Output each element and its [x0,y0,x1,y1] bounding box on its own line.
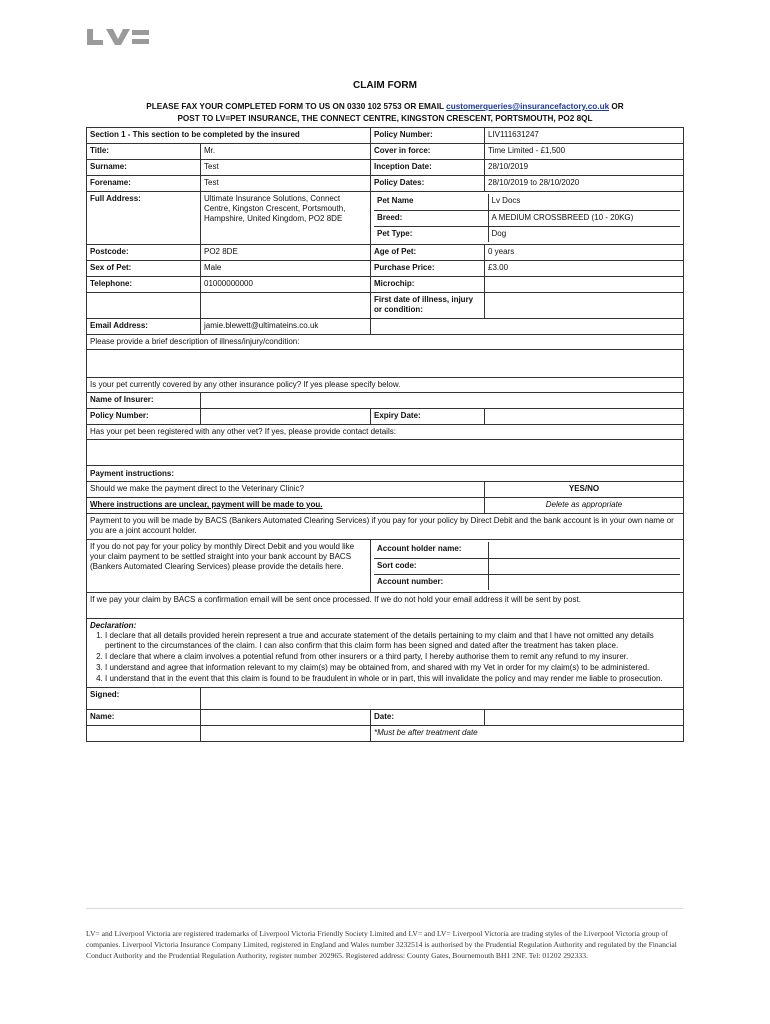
bank-details-block [371,540,684,593]
declaration-item: 2. I declare that where a claim involves a potential refund from other insurers or a third party, I hereby authorise them to remit any refund to my insurer. [105,652,680,662]
pet-name-value[interactable]: Lv Docs [488,194,680,210]
forename-label: Forename: [87,176,201,192]
yes-no-choice[interactable]: YES/NO [485,482,684,498]
account-holder-label: Account holder name: [377,544,462,553]
postcode-label: Postcode: [87,245,201,261]
declaration-item: 1. I declare that all details provided herein represent a true and accurate statement of the details pertaining to my claim and that I have not omitted any details pertinent to the circumstances of the claim. I can also confirm that this claim form has been signed and dated after the treatment has taken place. [105,631,680,651]
submission-instructions [60,101,710,124]
postcode-value[interactable]: PO2 8DE [201,245,371,261]
microchip-label: Microchip: [371,277,485,293]
breed-value[interactable]: A MEDIUM CROSSBREED (10 - 20KG) [488,210,680,226]
blank-cell [87,293,201,319]
signed-label: Signed: [87,688,201,710]
instructions-line2: POST TO LV=PET INSURANCE, THE CONNECT CENTRE, KINGSTON CRESCENT, PORTSMOUTH, PO2 8QL [177,113,593,123]
breed-label: Breed: [374,210,488,226]
bacs-confirmation: If we pay your claim by BACS a confirmation email will be sent once processed. If we do not hold your email address it will be sent by post. [87,593,684,619]
account-number-field[interactable] [488,574,680,590]
description-field[interactable] [87,350,684,378]
telephone-label: Telephone: [87,277,201,293]
date-field[interactable] [485,710,684,726]
insurer-name-label: Name of Insurer: [87,393,201,409]
title-value[interactable]: Mr. [201,144,371,160]
other-insurance-question: Is your pet currently covered by any other insurance policy? If yes please specify below. [87,378,684,393]
pet-details-block [371,192,684,245]
payment-heading: Payment instructions: [87,466,684,482]
sex-label: Sex of Pet: [87,261,201,277]
name-field[interactable] [201,710,371,726]
account-number-label: Account number: [374,574,488,590]
section1-heading: Section 1 - This section to be completed by the insured [87,128,371,144]
sort-code-label: Sort code: [374,558,488,574]
description-prompt: Please provide a brief description of illness/injury/condition: [87,335,684,350]
date-label: Date: [371,710,485,726]
email-value[interactable]: jamie.blewett@ultimateins.co.uk [201,319,371,335]
address-label: Full Address: [87,192,201,245]
declaration-item: 3. I understand and agree that information relevant to my claim(s) may be obtained from, and shared with my Vet in order for my claim(s) to be administered. [105,663,680,673]
address-value[interactable]: Ultimate Insurance Solutions, Connect Centre, Kingston Crescent, Portsmouth, Hampshire, United Kingdom, PO2 8DE [201,192,371,245]
sex-value[interactable]: Male [201,261,371,277]
other-policy-number-field[interactable] [201,409,371,425]
lv-logo [86,28,150,51]
pet-name-label: Pet Name [377,196,414,205]
signature-field[interactable] [201,688,684,710]
declaration-heading: Declaration: [90,621,137,630]
payment-question: Should we make the payment direct to the Veterinary Clinic? [87,482,485,498]
email-label: Email Address: [87,319,201,335]
blank-cell [87,726,201,742]
first-date-label: First date of illness, injury or condition: [371,293,485,319]
legal-footer: LV= and Liverpool Victoria are registered trademarks of Liverpool Victoria Friendly Society Limited and LV= and LV= Liverpool Victoria are trading styles of the Liverpool Victoria group of companies. Liverpool Victoria Insurance Company Limited, registered in England and Wales number 3232514 is authorised by the Prudential Regulation Authority and regulated by the Financial Conduct Authority and the Prudential Regulation Authority, register number 202965. Registered address: County Gates, Bournemouth BH1 2NF. Tel: 01202 292333. [86,929,677,961]
purchase-price-label: Purchase Price: [371,261,485,277]
first-date-value[interactable] [485,293,684,319]
no-direct-debit-info: If you do not pay for your policy by monthly Direct Debit and you would like your claim payment to be settled straight into your bank account by BACS (Bankers Automated Clearing Services) please provide the details here. [87,540,371,593]
cover-value[interactable]: Time Limited - £1,500 [485,144,684,160]
account-holder-field[interactable] [488,542,680,558]
blank-cell [201,293,371,319]
policy-number-value[interactable]: LIV111631247 [485,128,684,144]
email-link[interactable]: customerqueries@insurancefactory.co.uk [446,102,610,111]
inception-value[interactable]: 28/10/2019 [485,160,684,176]
name-label: Name: [87,710,201,726]
age-value[interactable]: 0 years [485,245,684,261]
surname-label: Surname: [87,160,201,176]
unclear-instructions-note: Where instructions are unclear, payment will be made to you. [87,498,485,514]
declaration-item: 4. I understand that in the event that this claim is found to be fraudulent in whole or in part, this will invalidate the policy and may render me liable to prosecution. [105,674,680,684]
page-title: CLAIM FORM [353,80,417,91]
instructions-line1: PLEASE FAX YOUR COMPLETED FORM TO US ON 0330 102 5753 OR EMAIL [146,102,447,111]
claim-form-table [86,127,684,742]
expiry-date-label: Expiry Date: [371,409,485,425]
policy-dates-label: Policy Dates: [371,176,485,192]
title-label: Title: [87,144,201,160]
telephone-value[interactable]: 01000000000 [201,277,371,293]
blank-cell [371,319,684,335]
forename-value[interactable]: Test [201,176,371,192]
other-vet-question: Has your pet been registered with any other vet? If yes, please provide contact details: [87,425,684,440]
age-label: Age of Pet: [371,245,485,261]
surname-value[interactable]: Test [201,160,371,176]
policy-dates-value[interactable]: 28/10/2019 to 28/10/2020 [485,176,684,192]
delete-as-appropriate: Delete as appropriate [485,498,684,514]
pet-type-label: Pet Type: [374,226,488,242]
other-vet-field[interactable] [87,440,684,466]
declaration [87,619,684,688]
declaration-list [90,631,680,684]
purchase-price-value[interactable]: £3.00 [485,261,684,277]
date-note: *Must be after treatment date [371,726,684,742]
other-policy-number-label: Policy Number: [87,409,201,425]
expiry-date-field[interactable] [485,409,684,425]
insurer-name-field[interactable] [201,393,684,409]
blank-cell [201,726,371,742]
instructions-line1-suffix: OR [609,102,624,111]
bacs-info: Payment to you will be made by BACS (Bankers Automated Clearing Services) if you pay for your policy by Direct Debit and the bank account is in your own name or you are a joint account holder. [87,514,684,540]
pet-type-value[interactable]: Dog [488,226,680,242]
cover-label: Cover in force: [371,144,485,160]
inception-label: Inception Date: [371,160,485,176]
footer-divider [86,908,683,909]
microchip-value[interactable] [485,277,684,293]
policy-number-label: Policy Number: [371,128,485,144]
sort-code-field[interactable] [488,558,680,574]
